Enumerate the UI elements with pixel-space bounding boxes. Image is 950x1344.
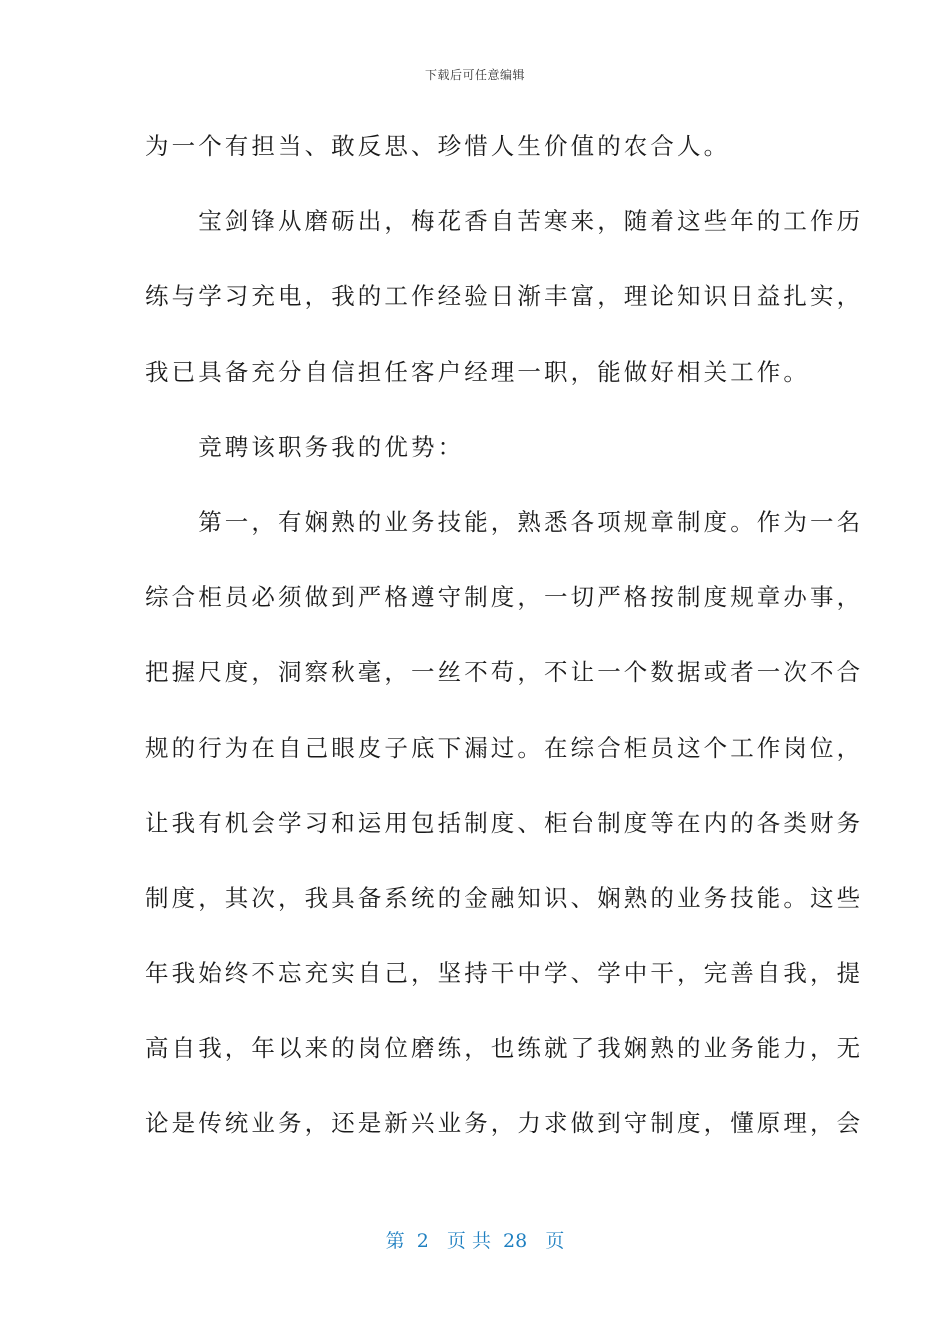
text-line: 我已具备充分自信担任客户经理一职，能做好相关工作。: [145, 357, 810, 386]
text-line: 宝剑锋从磨砺出，梅花香自苦寒来，随着这些年的工作历: [145, 207, 864, 236]
text-line: 为一个有担当、敢反思、珍惜人生价值的农合人。: [145, 132, 731, 160]
page-number-footer: 第 2 页 共 28 页: [385, 1230, 565, 1252]
text-line: 高自我，年以来的岗位磨练，也练就了我娴熟的业务能力，无: [145, 1034, 864, 1063]
text-line: 综合柜员必须做到严格遵守制度，一切严格按制度规章办事，: [145, 583, 864, 612]
text-line: 规的行为在自己眼皮子底下漏过。在综合柜员这个工作岗位，: [145, 733, 864, 762]
text-line: 第一，有娴熟的业务技能，熟悉各项规章制度。作为一名: [145, 507, 864, 536]
text-line: 把握尺度，洞察秋毫，一丝不苟，不让一个数据或者一次不合: [145, 658, 864, 687]
text-line: 让我有机会学习和运用包括制度、柜台制度等在内的各类财务: [145, 808, 864, 837]
text-line: 年我始终不忘充实自己，坚持干中学、学中干，完善自我，提: [145, 959, 864, 988]
text-line: 论是传统业务，还是新兴业务，力求做到守制度，懂原理，会: [145, 1109, 864, 1138]
page-header: 下载后可任意编辑: [424, 68, 525, 82]
text-line: 练与学习充电，我的工作经验日渐丰富，理论知识日益扎实，: [145, 282, 864, 311]
text-line: 制度，其次，我具备系统的金融知识、娴熟的业务技能。这些: [145, 883, 864, 912]
text-line: 竞聘该职务我的优势：: [145, 432, 465, 461]
document-body: [145, 122, 864, 1175]
